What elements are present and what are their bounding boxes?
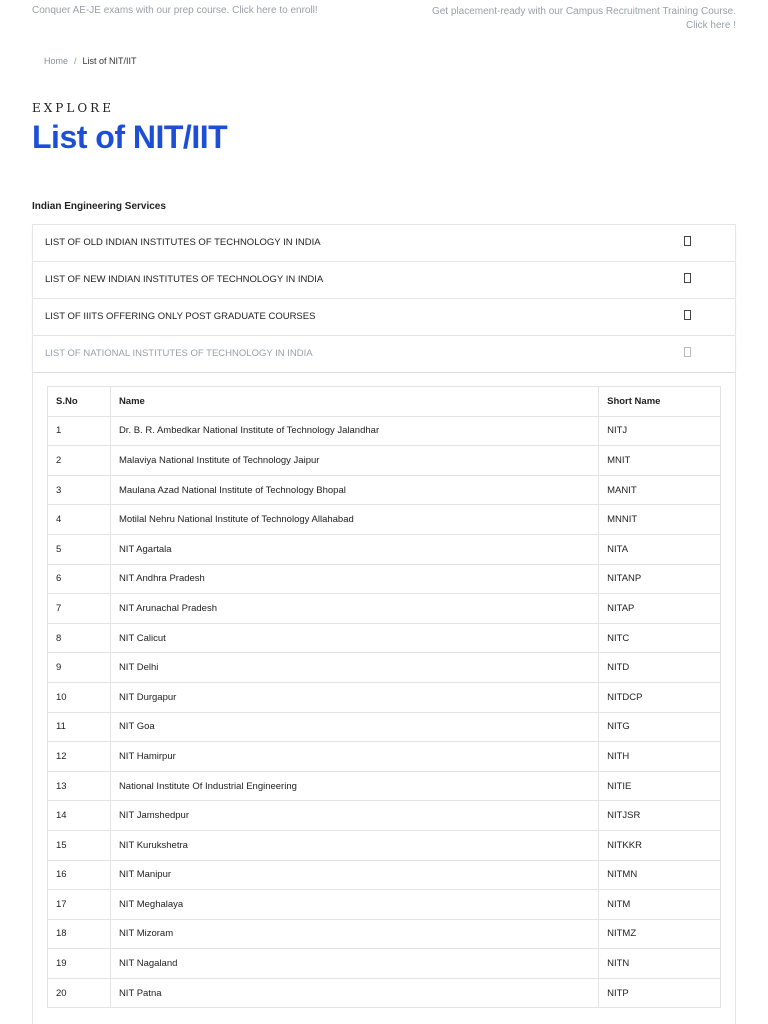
table-row [48,682,721,712]
cell-name: NIT Manipur [110,860,598,890]
cell-name: Dr. B. R. Ambedkar National Institute of Technology Jalandhar [110,416,598,446]
cell-sno: 15 [48,830,111,860]
ae-je-promo-link[interactable]: Conquer AE-JE exams with our prep course. Click here to enroll! [32,5,318,16]
cell-sno: 20 [48,978,111,1008]
cell-short-name: NITN [599,949,721,979]
cell-sno: 1 [48,416,111,446]
cell-name: NIT Arunachal Pradesh [110,594,598,624]
breadcrumb-current: List of NIT/IIT [82,56,137,66]
cell-name: Motilal Nehru National Institute of Technology Allahabad [110,505,598,535]
cell-name: NIT Mizoram [110,919,598,949]
cell-name: NIT Nagaland [110,949,598,979]
cell-short-name: MNIT [599,446,721,476]
table-row [48,949,721,979]
cell-sno: 13 [48,771,111,801]
table-row [48,416,721,446]
cell-short-name: NITC [599,623,721,653]
accordion-item-label: LIST OF IIITS OFFERING ONLY POST GRADUATE COURSES [45,311,316,322]
table-row [48,890,721,920]
cell-name: Malaviya National Institute of Technology Jaipur [110,446,598,476]
cell-name: NIT Kurukshetra [110,830,598,860]
accordion-item-label: LIST OF OLD INDIAN INSTITUTES OF TECHNOLOGY IN INDIA [45,237,321,248]
column-header-short-name: Short Name [599,387,721,417]
table-row [48,653,721,683]
collapse-icon [684,347,691,357]
cell-short-name: NITG [599,712,721,742]
cell-sno: 8 [48,623,111,653]
cell-sno: 3 [48,475,111,505]
table-row [48,978,721,1008]
expand-icon [684,273,691,283]
cell-short-name: NITAP [599,594,721,624]
breadcrumb [44,56,137,66]
cell-name: National Institute Of Industrial Engineering [110,771,598,801]
cell-name: NIT Patna [110,978,598,1008]
cell-name: NIT Calicut [110,623,598,653]
cell-short-name: NITMZ [599,919,721,949]
cell-name: NIT Durgapur [110,682,598,712]
table-row [48,475,721,505]
cell-sno: 7 [48,594,111,624]
table-row [48,771,721,801]
crt-promo-link[interactable]: Get placement-ready with our Campus Recruitment Training Course. Click here ! [431,6,736,31]
cell-name: NIT Jamshedpur [110,801,598,831]
cell-short-name: NITJSR [599,801,721,831]
accordion-panel-nits [32,372,736,1024]
cell-short-name: NITIE [599,771,721,801]
table-row [48,446,721,476]
accordion-item-old-iits[interactable] [32,224,736,261]
table-row [48,919,721,949]
page-eyebrow: EXPLORE [32,101,114,115]
cell-name: NIT Andhra Pradesh [110,564,598,594]
table-row [48,712,721,742]
nit-table [47,386,721,1008]
breadcrumb-separator: / [74,56,77,66]
cell-short-name: MNNIT [599,505,721,535]
cell-sno: 6 [48,564,111,594]
accordion-item-iiits-pg[interactable] [32,298,736,335]
cell-short-name: NITH [599,742,721,772]
table-row [48,623,721,653]
cell-short-name: NITKKR [599,830,721,860]
cell-sno: 2 [48,446,111,476]
cell-sno: 11 [48,712,111,742]
table-row [48,801,721,831]
cell-sno: 16 [48,860,111,890]
cell-sno: 14 [48,801,111,831]
cell-name: NIT Hamirpur [110,742,598,772]
table-body [48,416,721,1008]
accordion-item-new-iits[interactable] [32,261,736,298]
cell-sno: 10 [48,682,111,712]
cell-short-name: NITANP [599,564,721,594]
cell-name: Maulana Azad National Institute of Technology Bhopal [110,475,598,505]
cell-sno: 18 [48,919,111,949]
expand-icon [684,310,691,320]
cell-name: NIT Meghalaya [110,890,598,920]
cell-sno: 4 [48,505,111,535]
expand-icon [684,236,691,246]
cell-short-name: NITP [599,978,721,1008]
accordion-item-label: LIST OF NATIONAL INSTITUTES OF TECHNOLOGY IN INDIA [45,348,313,359]
cell-short-name: MANIT [599,475,721,505]
cell-sno: 5 [48,534,111,564]
table-header-row [48,387,721,417]
cell-name: NIT Agartala [110,534,598,564]
table-row [48,594,721,624]
table-row [48,534,721,564]
cell-sno: 19 [48,949,111,979]
table-row [48,742,721,772]
cell-short-name: NITJ [599,416,721,446]
column-header-name: Name [110,387,598,417]
cell-sno: 17 [48,890,111,920]
promo-bar [0,0,768,40]
accordion-item-nits[interactable] [32,335,736,372]
cell-name: NIT Delhi [110,653,598,683]
breadcrumb-home[interactable]: Home [44,56,69,66]
cell-short-name: NITD [599,653,721,683]
cell-short-name: NITA [599,534,721,564]
section-label: Indian Engineering Services [32,201,166,212]
cell-short-name: NITM [599,890,721,920]
cell-name: NIT Goa [110,712,598,742]
cell-sno: 9 [48,653,111,683]
accordion-item-label: LIST OF NEW INDIAN INSTITUTES OF TECHNOLOGY IN INDIA [45,274,324,285]
table-row [48,505,721,535]
table-row [48,830,721,860]
column-header-sno: S.No [48,387,111,417]
table-row [48,860,721,890]
accordion [32,224,736,1024]
cell-short-name: NITMN [599,860,721,890]
cell-short-name: NITDCP [599,682,721,712]
page-title: List of NIT/IIT [32,119,228,155]
table-row [48,564,721,594]
cell-sno: 12 [48,742,111,772]
